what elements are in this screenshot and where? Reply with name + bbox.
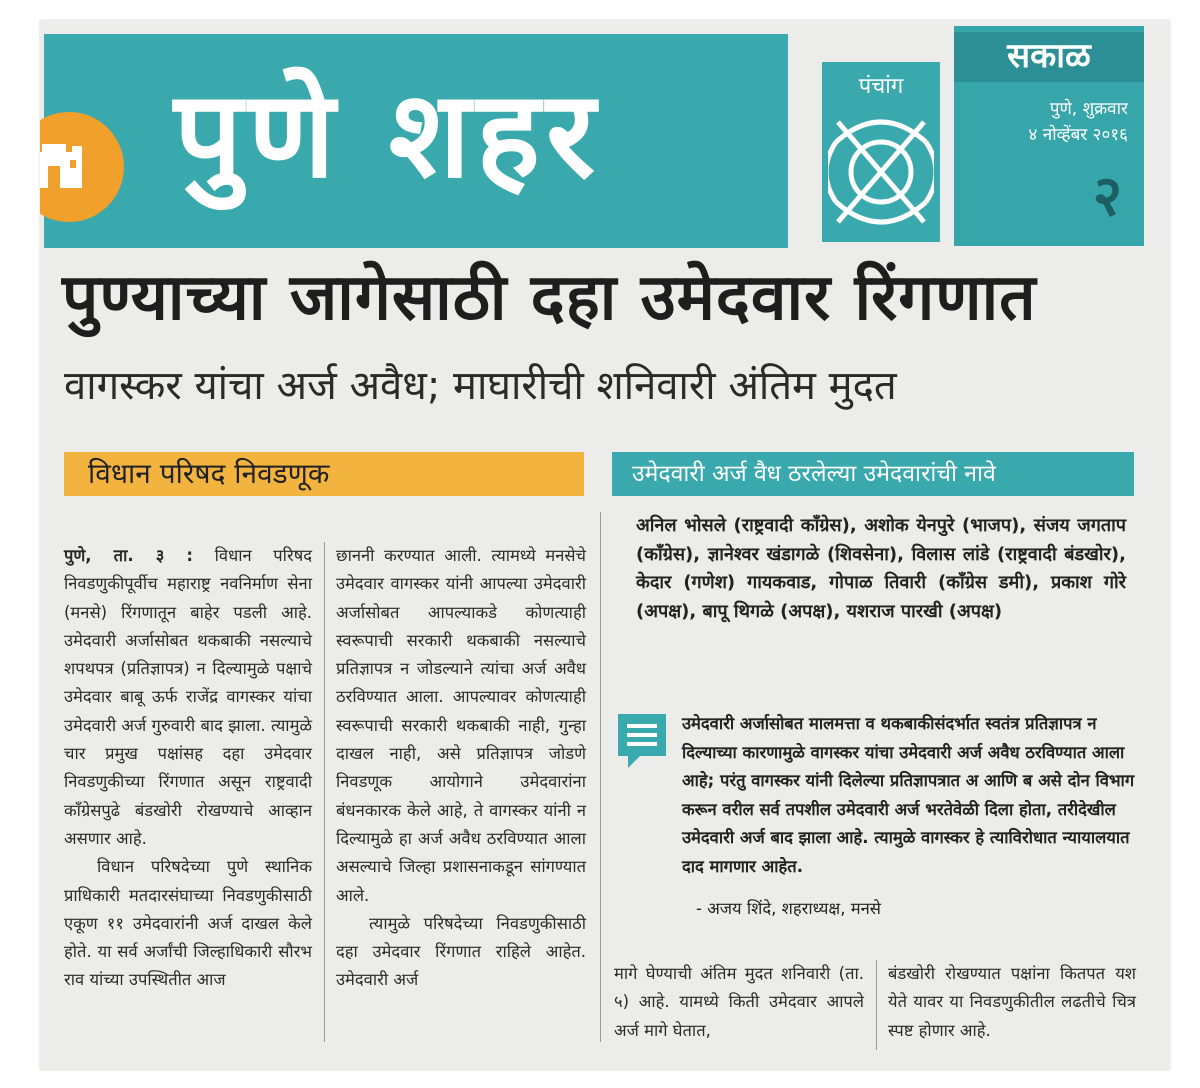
edition-place-day: पुणे, शुक्रवार — [1049, 99, 1128, 119]
newspaper-brand: सकाळ — [954, 32, 1144, 82]
paragraph: बंडखोरी रोखण्यात पक्षांना कितपत यश येते यावर या निवडणुकीतील लढतीचे चित्र स्पष्ट होणार आहे. — [888, 964, 1136, 1040]
quote-speech-icon — [618, 714, 666, 770]
article-column-1 — [64, 542, 312, 995]
paragraph: छाननी करण्यात आली. त्यामध्ये मनसेचे उमेदवार वागस्कर यांनी आपल्या उमेदवारी अर्जासोबत आपल्याकडे कोणत्याही स्वरूपाची सरकारी थकबाकी नसल्याचे प्रतिज्ञापत्र न जोडल्याने त्यांचा अर्ज अवैध ठरविण्यात आला. आपल्यावर कोणत्याही स्वरूपाची सरकारी थकबाकी नाही, गुन्हा दाखल नाही, असे प्रतिज्ञापत्र जोडणे निवडणूक आयोगाने उमेदवारांना बंधनकारक केले आहे, ते वागस्कर यांनी न दिल्यामुळे हा अर्ज अवैध ठरविण्यात आला असल्याचे जिल्हा प्रशासनाकडून सांगण्यात आले. — [336, 546, 586, 905]
article-column-3 — [614, 960, 864, 1045]
panchang-box — [822, 62, 940, 242]
candidates-box-title: उमेदवारी अर्ज वैध ठरलेल्या उमेदवारांची नावे — [612, 452, 1134, 496]
paragraph: त्यामुळे परिषदेच्या निवडणुकीसाठी दहा उमेदवार रिंगणात राहिले आहेत. उमेदवारी अर्ज — [336, 913, 586, 990]
column-divider — [600, 512, 601, 1042]
paragraph-text: विधान परिषद निवडणुकीपूर्वीच महाराष्ट्र नवनिर्माण सेना (मनसे) रिंगणातून बाहेर पडली आहे. उमेदवारी अर्जासोबत थकबाकी नसल्याचे शपथपत्र (प्रतिज्ञापत्र) न दिल्यामुळे पक्षाचे उमेदवार बाबू ऊर्फ राजेंद्र वागस्कर यांचा उमेदवारी अर्ज गुरुवारी बाद झाला. त्यामुळे चार प्रमुख पक्षांसह दहा उमेदवार निवडणुकीच्या रिंगणात असून राष्ट्रवादी काँग्रेसपुढे बंडखोरी रोखण्याचे आव्हान असणार आहे. — [64, 546, 312, 848]
page-number: २ — [1092, 164, 1122, 229]
article-column-4 — [888, 960, 1136, 1045]
section-title: पुणे शहर — [174, 66, 602, 205]
column-divider — [876, 960, 877, 1050]
topic-tag: विधान परिषद निवडणूक — [64, 452, 584, 496]
article-column-2 — [336, 542, 586, 995]
paragraph: विधान परिषदेच्या पुणे स्थानिक प्राधिकारी मतदारसंघाच्या निवडणुकीसाठी एकूण ११ उमेदवारांनी अर्ज दाखल केले होते. या सर्व अर्जांची जिल्हाधिकारी सौरभ राव यांच्या उपस्थितीत आज — [64, 857, 312, 990]
headline: पुण्याच्या जागेसाठी दहा उमेदवार रिंगणात — [62, 261, 1037, 335]
section-logo — [40, 112, 124, 222]
section-masthead — [44, 34, 788, 248]
paragraph — [64, 542, 312, 853]
candidates-list: अनिल भोसले (राष्ट्रवादी काँग्रेस), अशोक येनपुरे (भाजप), संजय जगताप (काँग्रेस), ज्ञानेश्वर खंडागळे (शिवसेना), विलास लांडे (राष्ट्रवादी बंडखोर), केदार (गणेश) गायकवाड, गोपाळ तिवारी (काँग्रेस डमी), प्रकाश गोरे (अपक्ष), बापू थिगळे (अपक्ष), यशराज पारखी (अपक्ष) — [636, 515, 1126, 622]
subheadline: वागस्कर यांचा अर्ज अवैध; माघारीची शनिवारी अंतिम मुदत — [64, 363, 897, 409]
building-logo-icon — [40, 134, 86, 190]
newspaper-brand-box — [954, 26, 1144, 246]
paragraph: मागे घेण्याची अंतिम मुदत शनिवारी (ता. ५) आहे. यामध्ये किती उमेदवार आपले अर्ज मागे घेतात, — [614, 964, 864, 1040]
panchang-label: पंचांग — [858, 74, 904, 99]
quote-author: - अजय शिंदे, शहराध्यक्ष, मनसे — [696, 899, 881, 918]
dateline: पुणे, ता. ३ : — [64, 546, 194, 565]
edition-date: ४ नोव्हेंबर २०१६ — [1028, 125, 1128, 145]
newspaper-page — [40, 20, 1170, 1070]
panchang-lattice-icon — [828, 112, 934, 232]
pull-quote: उमेदवारी अर्जासोबत मालमत्ता व थकबाकीसंदर्भात स्वतंत्र प्रतिज्ञापत्र न दिल्याच्या कारणामुळे वागस्कर यांचा उमेदवारी अर्ज अवैध ठरविण्यात आला आहे; परंतु वागस्कर यांनी दिलेल्या प्रतिज्ञापत्रात अ आणि ब असे दोन विभाग करून वरील सर्व तपशील उमेदवारी अर्ज भरतेवेळी दिला होता, तरीदेखील उमेदवारी अर्ज बाद झाला आहे. त्यामुळे वागस्कर हे त्याविरोधात न्यायालयात दाद मागणार आहेत. — [682, 714, 1135, 876]
column-divider — [324, 542, 325, 1042]
